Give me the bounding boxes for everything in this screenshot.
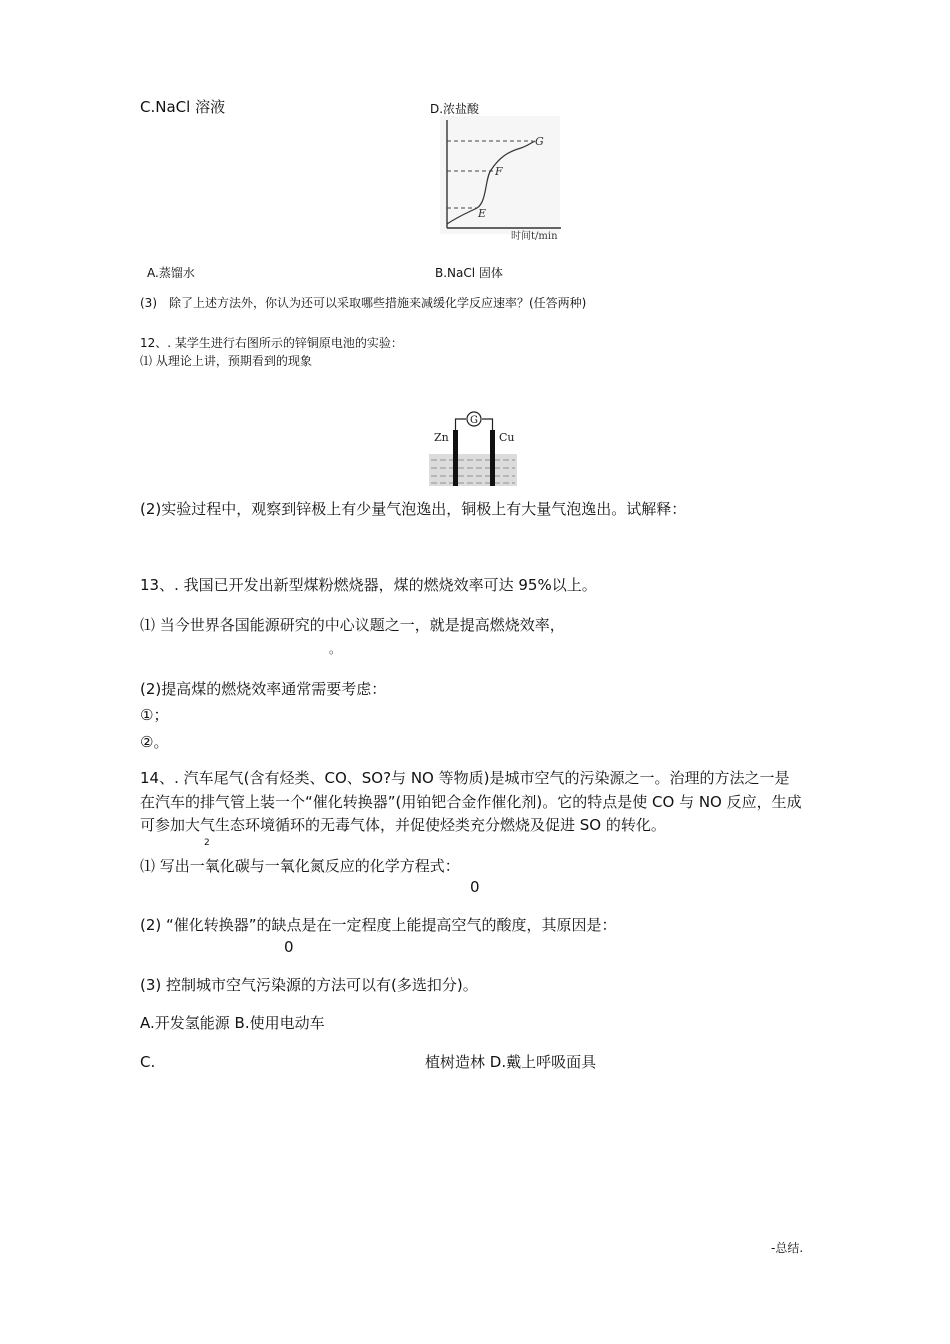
option-d: D.浓盐酸 xyxy=(430,102,480,116)
q14-part2-end: 0 xyxy=(284,938,294,956)
point-g-label: G xyxy=(535,135,544,148)
zn-electrode xyxy=(453,430,458,486)
zn-label: Zn xyxy=(434,431,449,444)
galvanic-cell-svg xyxy=(427,410,519,488)
q13-part1-end: 。 xyxy=(329,642,342,656)
q13-item1: ①； xyxy=(140,706,169,724)
q13-stem: 13、. 我国已开发出新型煤粉燃烧器，煤的燃烧效率可达 95%以上。 xyxy=(140,576,597,594)
option-c: C.NaCl 溶液 xyxy=(140,98,226,116)
galvanometer-label: G xyxy=(470,415,478,426)
rate-graph-svg xyxy=(425,112,570,242)
q14-part1-end: 0 xyxy=(470,878,480,896)
wire-left xyxy=(456,419,467,430)
q14-line1: 14、. 汽车尾气(含有烃类、CO、SO?与 NO 等物质)是城市空气的污染源之一。治理的方法之一是 xyxy=(140,769,790,787)
cu-electrode xyxy=(490,430,495,486)
q14-part1: ⑴ 写出一氧化碳与一氧化氮反应的化学方程式： xyxy=(140,857,460,875)
q14-part3: (3) 控制城市空气污染源的方法可以有(多选扣分)。 xyxy=(140,976,478,994)
q12-stem: 12、. 某学生进行右图所示的锌铜原电池的实验： xyxy=(140,336,403,350)
footer-summary: -总结. xyxy=(771,1241,804,1255)
cu-label: Cu xyxy=(499,431,515,444)
q14-line3: 可参加大气生态环境循环的无毒气体，并促使烃类充分燃烧及促进 SO 的转化。 xyxy=(140,816,666,834)
x-axis-label: 时间t/min xyxy=(511,231,558,242)
q13-part1: ⑴ 当今世界各国能源研究的中心议题之一，就是提高燃烧效率， xyxy=(140,616,565,634)
rate-graph xyxy=(425,112,570,246)
q14-option-c: C. xyxy=(140,1053,156,1071)
q14-option-d: 植树造林 D.戴上呼吸面具 xyxy=(425,1053,597,1071)
q13-item2: ②。 xyxy=(140,733,169,751)
wire-right xyxy=(482,419,493,430)
galvanic-cell xyxy=(427,410,519,492)
q14-part2: (2) “催化转换器”的缺点是在一定程度上能提高空气的酸度，其原因是： xyxy=(140,916,617,934)
q11-part3: (3) 除了上述方法外，你认为还可以采取哪些措施来减缓化学反应速率？(任答两种) xyxy=(140,296,587,310)
point-f-label: F xyxy=(495,165,503,178)
q12-part1: ⑴ 从理论上讲，预期看到的现象 xyxy=(140,354,312,368)
q14-options-ab: A.开发氢能源 B.使用电动车 xyxy=(140,1014,325,1032)
option-a: A.蒸馏水 xyxy=(147,266,195,280)
q12-part2: (2)实验过程中，观察到锌极上有少量气泡逸出，铜极上有大量气泡逸出。试解释： xyxy=(140,500,687,518)
q13-part2: (2)提高煤的燃烧效率通常需要考虑： xyxy=(140,680,387,698)
electrolyte xyxy=(429,454,517,486)
point-e-label: E xyxy=(478,207,487,220)
q14-subscript: 2 xyxy=(204,838,210,848)
option-b: B.NaCl 固体 xyxy=(435,266,503,280)
q14-line2: 在汽车的排气管上装一个“催化转换器”(用铂钯合金作催化剂)。它的特点是使 CO 与 NO 反应，生成 xyxy=(140,793,802,811)
